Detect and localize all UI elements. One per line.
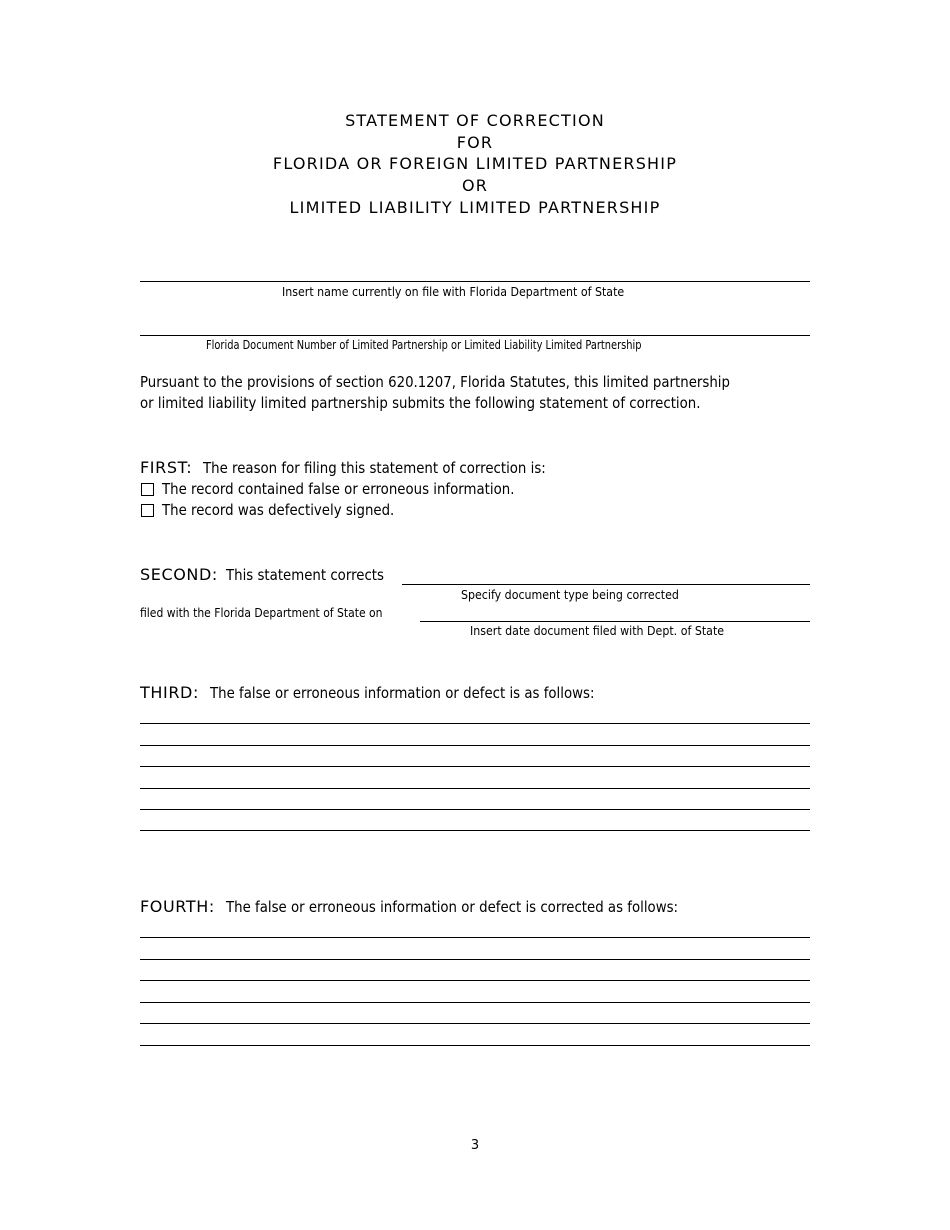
- third-answer-line[interactable]: [140, 723, 810, 724]
- name-input-line[interactable]: [140, 281, 810, 282]
- fourth-answer-line[interactable]: [140, 1045, 810, 1046]
- third-label: THIRD:: [140, 683, 199, 702]
- title-line-1: STATEMENT OF CORRECTION: [345, 111, 605, 130]
- third-answer-line[interactable]: [140, 788, 810, 789]
- title-line-3: FLORIDA OR FOREIGN LIMITED PARTNERSHIP: [272, 154, 678, 173]
- third-answer-line[interactable]: [140, 745, 810, 746]
- first-label: FIRST:: [140, 458, 193, 477]
- third-section: [140, 683, 657, 702]
- third-text: The false or erroneous information or defect is as follows:: [209, 684, 595, 702]
- third-answer-line[interactable]: [140, 809, 810, 810]
- false-info-label: The record contained false or erroneous information.: [162, 480, 515, 498]
- document-type-caption: Specify document type being corrected: [461, 588, 679, 602]
- intro-line-2: or limited liability limited partnership submits the following statement of correction.: [140, 394, 701, 412]
- title-line-2: FOR: [456, 133, 494, 152]
- third-answer-line[interactable]: [140, 830, 810, 831]
- fourth-answer-line[interactable]: [140, 937, 810, 938]
- name-field-caption: Insert name currently on file with Florida Department of State: [282, 285, 625, 299]
- fourth-answer-line[interactable]: [140, 1023, 810, 1024]
- second-text: This statement corrects: [225, 566, 384, 584]
- second-section: [140, 565, 410, 584]
- false-info-checkbox[interactable]: [141, 483, 154, 496]
- third-answer-line[interactable]: [140, 766, 810, 767]
- document-number-input-line[interactable]: [140, 335, 810, 336]
- title-line-5: LIMITED LIABILITY LIMITED PARTNERSHIP: [289, 198, 661, 217]
- fourth-text: The false or erroneous information or defect is corrected as follows:: [225, 898, 678, 916]
- option-false-info[interactable]: [141, 480, 572, 498]
- fourth-answer-line[interactable]: [140, 1002, 810, 1003]
- fourth-answer-line[interactable]: [140, 980, 810, 981]
- defectively-signed-label: The record was defectively signed.: [162, 501, 395, 519]
- filing-date-caption: Insert date document filed with Dept. of State: [470, 624, 725, 638]
- filing-date-input-line[interactable]: [420, 621, 810, 622]
- defectively-signed-checkbox[interactable]: [141, 504, 154, 517]
- first-section: [140, 458, 602, 477]
- document-type-input-line[interactable]: [402, 584, 810, 585]
- fourth-answer-line[interactable]: [140, 959, 810, 960]
- first-text: The reason for filing this statement of correction is:: [203, 459, 546, 477]
- fourth-section: [140, 897, 751, 916]
- page-number: 3: [470, 1138, 480, 1153]
- title-line-4: OR: [461, 176, 489, 195]
- option-defectively-signed[interactable]: [141, 501, 432, 519]
- intro-line-1: Pursuant to the provisions of section 620.1207, Florida Statutes, this limited partnership: [140, 373, 730, 391]
- filed-with-text: filed with the Florida Department of State on: [140, 606, 383, 620]
- document-number-caption: Florida Document Number of Limited Partnership or Limited Liability Limited Partnership: [206, 338, 642, 352]
- fourth-label: FOURTH:: [140, 897, 215, 916]
- second-label: SECOND:: [140, 565, 218, 584]
